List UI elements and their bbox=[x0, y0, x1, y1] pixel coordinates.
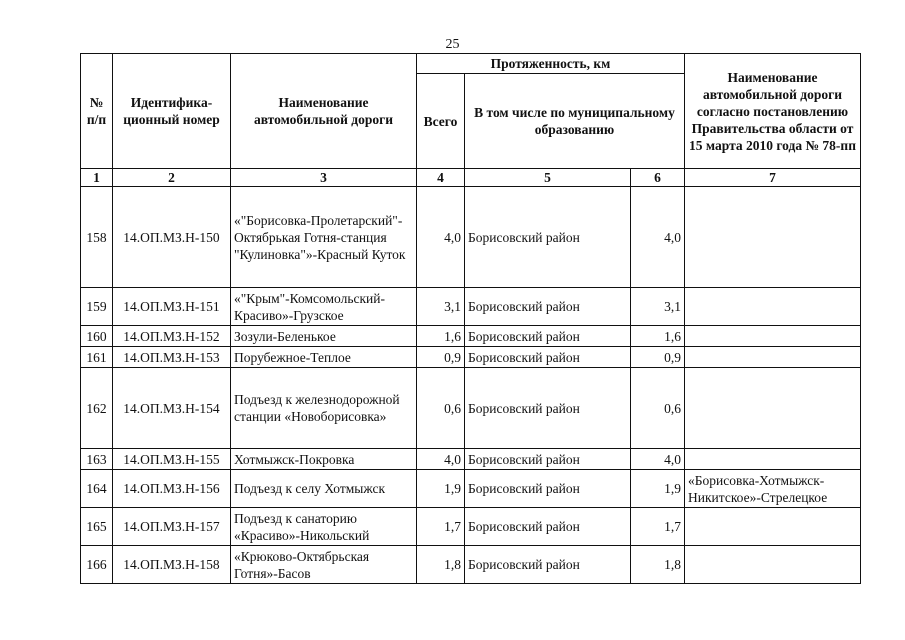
roads-table bbox=[80, 53, 861, 584]
table-row bbox=[81, 288, 861, 326]
column-number: 7 bbox=[685, 169, 861, 187]
road-identifier: 14.ОП.МЗ.Н-155 bbox=[113, 449, 231, 470]
municipal-district: Борисовский район bbox=[465, 508, 631, 546]
municipal-district: Борисовский район bbox=[465, 288, 631, 326]
district-length: 3,1 bbox=[631, 288, 685, 326]
district-length: 1,6 bbox=[631, 326, 685, 347]
road-identifier: 14.ОП.МЗ.Н-153 bbox=[113, 347, 231, 368]
road-name: Хотмыжск-Покровка bbox=[231, 449, 417, 470]
row-number: 164 bbox=[81, 470, 113, 508]
road-identifier: 14.ОП.МЗ.Н-151 bbox=[113, 288, 231, 326]
road-length-total: 0,9 bbox=[417, 347, 465, 368]
road-identifier: 14.ОП.МЗ.Н-154 bbox=[113, 368, 231, 449]
district-length: 1,9 bbox=[631, 470, 685, 508]
municipal-district: Борисовский район bbox=[465, 449, 631, 470]
header-total: Всего bbox=[417, 74, 465, 169]
row-number: 159 bbox=[81, 288, 113, 326]
road-name: «"Борисовка-Пролетарский"-Октябрькая Готня-станция "Кулиновка"»-Красный Куток bbox=[231, 187, 417, 288]
column-number: 4 bbox=[417, 169, 465, 187]
road-name: «Крюково-Октябрьская Готня»-Басов bbox=[231, 546, 417, 584]
road-name: Порубежное-Теплое bbox=[231, 347, 417, 368]
column-number: 3 bbox=[231, 169, 417, 187]
road-name: Подъезд к железнодорожной станции «Новоборисовка» bbox=[231, 368, 417, 449]
row-number: 163 bbox=[81, 449, 113, 470]
district-length: 0,9 bbox=[631, 347, 685, 368]
road-name: «"Крым"-Комсомольский-Красиво»-Грузское bbox=[231, 288, 417, 326]
table-row bbox=[81, 449, 861, 470]
district-length: 1,8 bbox=[631, 546, 685, 584]
road-identifier: 14.ОП.МЗ.Н-156 bbox=[113, 470, 231, 508]
district-length: 4,0 bbox=[631, 187, 685, 288]
table-row bbox=[81, 187, 861, 288]
table-row bbox=[81, 546, 861, 584]
row-number: 160 bbox=[81, 326, 113, 347]
municipal-district: Борисовский район bbox=[465, 470, 631, 508]
resolution-road-name bbox=[685, 326, 861, 347]
table-row bbox=[81, 470, 861, 508]
resolution-road-name bbox=[685, 347, 861, 368]
municipal-district: Борисовский район bbox=[465, 368, 631, 449]
road-identifier: 14.ОП.МЗ.Н-157 bbox=[113, 508, 231, 546]
municipal-district: Борисовский район bbox=[465, 347, 631, 368]
road-name: Подъезд к санаторию «Красиво»-Никольский bbox=[231, 508, 417, 546]
table-row bbox=[81, 368, 861, 449]
resolution-road-name bbox=[685, 546, 861, 584]
road-length-total: 1,9 bbox=[417, 470, 465, 508]
resolution-road-name bbox=[685, 288, 861, 326]
column-number: 6 bbox=[631, 169, 685, 187]
road-name: Зозули-Беленькое bbox=[231, 326, 417, 347]
row-number: 161 bbox=[81, 347, 113, 368]
row-number: 162 bbox=[81, 368, 113, 449]
row-number: 165 bbox=[81, 508, 113, 546]
district-length: 1,7 bbox=[631, 508, 685, 546]
municipal-district: Борисовский район bbox=[465, 326, 631, 347]
road-name: Подъезд к селу Хотмыжск bbox=[231, 470, 417, 508]
road-length-total: 1,6 bbox=[417, 326, 465, 347]
header-identifier: Идентифика-ционный номер bbox=[113, 54, 231, 169]
resolution-road-name bbox=[685, 508, 861, 546]
header-length-group: Протяженность, км bbox=[417, 54, 685, 74]
road-length-total: 4,0 bbox=[417, 449, 465, 470]
table-row bbox=[81, 326, 861, 347]
road-length-total: 0,6 bbox=[417, 368, 465, 449]
municipal-district: Борисовский район bbox=[465, 546, 631, 584]
header-road-name: Наименование автомобильной дороги bbox=[231, 54, 417, 169]
district-length: 4,0 bbox=[631, 449, 685, 470]
header-number: № п/п bbox=[81, 54, 113, 169]
table-row bbox=[81, 347, 861, 368]
header-municipal: В том числе по муниципальному образованию bbox=[465, 74, 685, 169]
resolution-road-name bbox=[685, 368, 861, 449]
resolution-road-name: «Борисовка-Хотмыжск-Никитское»-Стрелецкое bbox=[685, 470, 861, 508]
road-length-total: 3,1 bbox=[417, 288, 465, 326]
road-identifier: 14.ОП.МЗ.Н-150 bbox=[113, 187, 231, 288]
column-number: 2 bbox=[113, 169, 231, 187]
page-number: 25 bbox=[445, 37, 460, 52]
header-resolution-name: Наименование автомобильной дороги согласно постановлению Правительства области от 15 марта 2010 года № 78-пп bbox=[685, 54, 861, 169]
row-number: 158 bbox=[81, 187, 113, 288]
road-length-total: 1,7 bbox=[417, 508, 465, 546]
municipal-district: Борисовский район bbox=[465, 187, 631, 288]
road-length-total: 4,0 bbox=[417, 187, 465, 288]
row-number: 166 bbox=[81, 546, 113, 584]
resolution-road-name bbox=[685, 187, 861, 288]
column-number: 1 bbox=[81, 169, 113, 187]
road-identifier: 14.ОП.МЗ.Н-158 bbox=[113, 546, 231, 584]
resolution-road-name bbox=[685, 449, 861, 470]
district-length: 0,6 bbox=[631, 368, 685, 449]
road-identifier: 14.ОП.МЗ.Н-152 bbox=[113, 326, 231, 347]
column-number: 5 bbox=[465, 169, 631, 187]
road-length-total: 1,8 bbox=[417, 546, 465, 584]
table-row bbox=[81, 508, 861, 546]
